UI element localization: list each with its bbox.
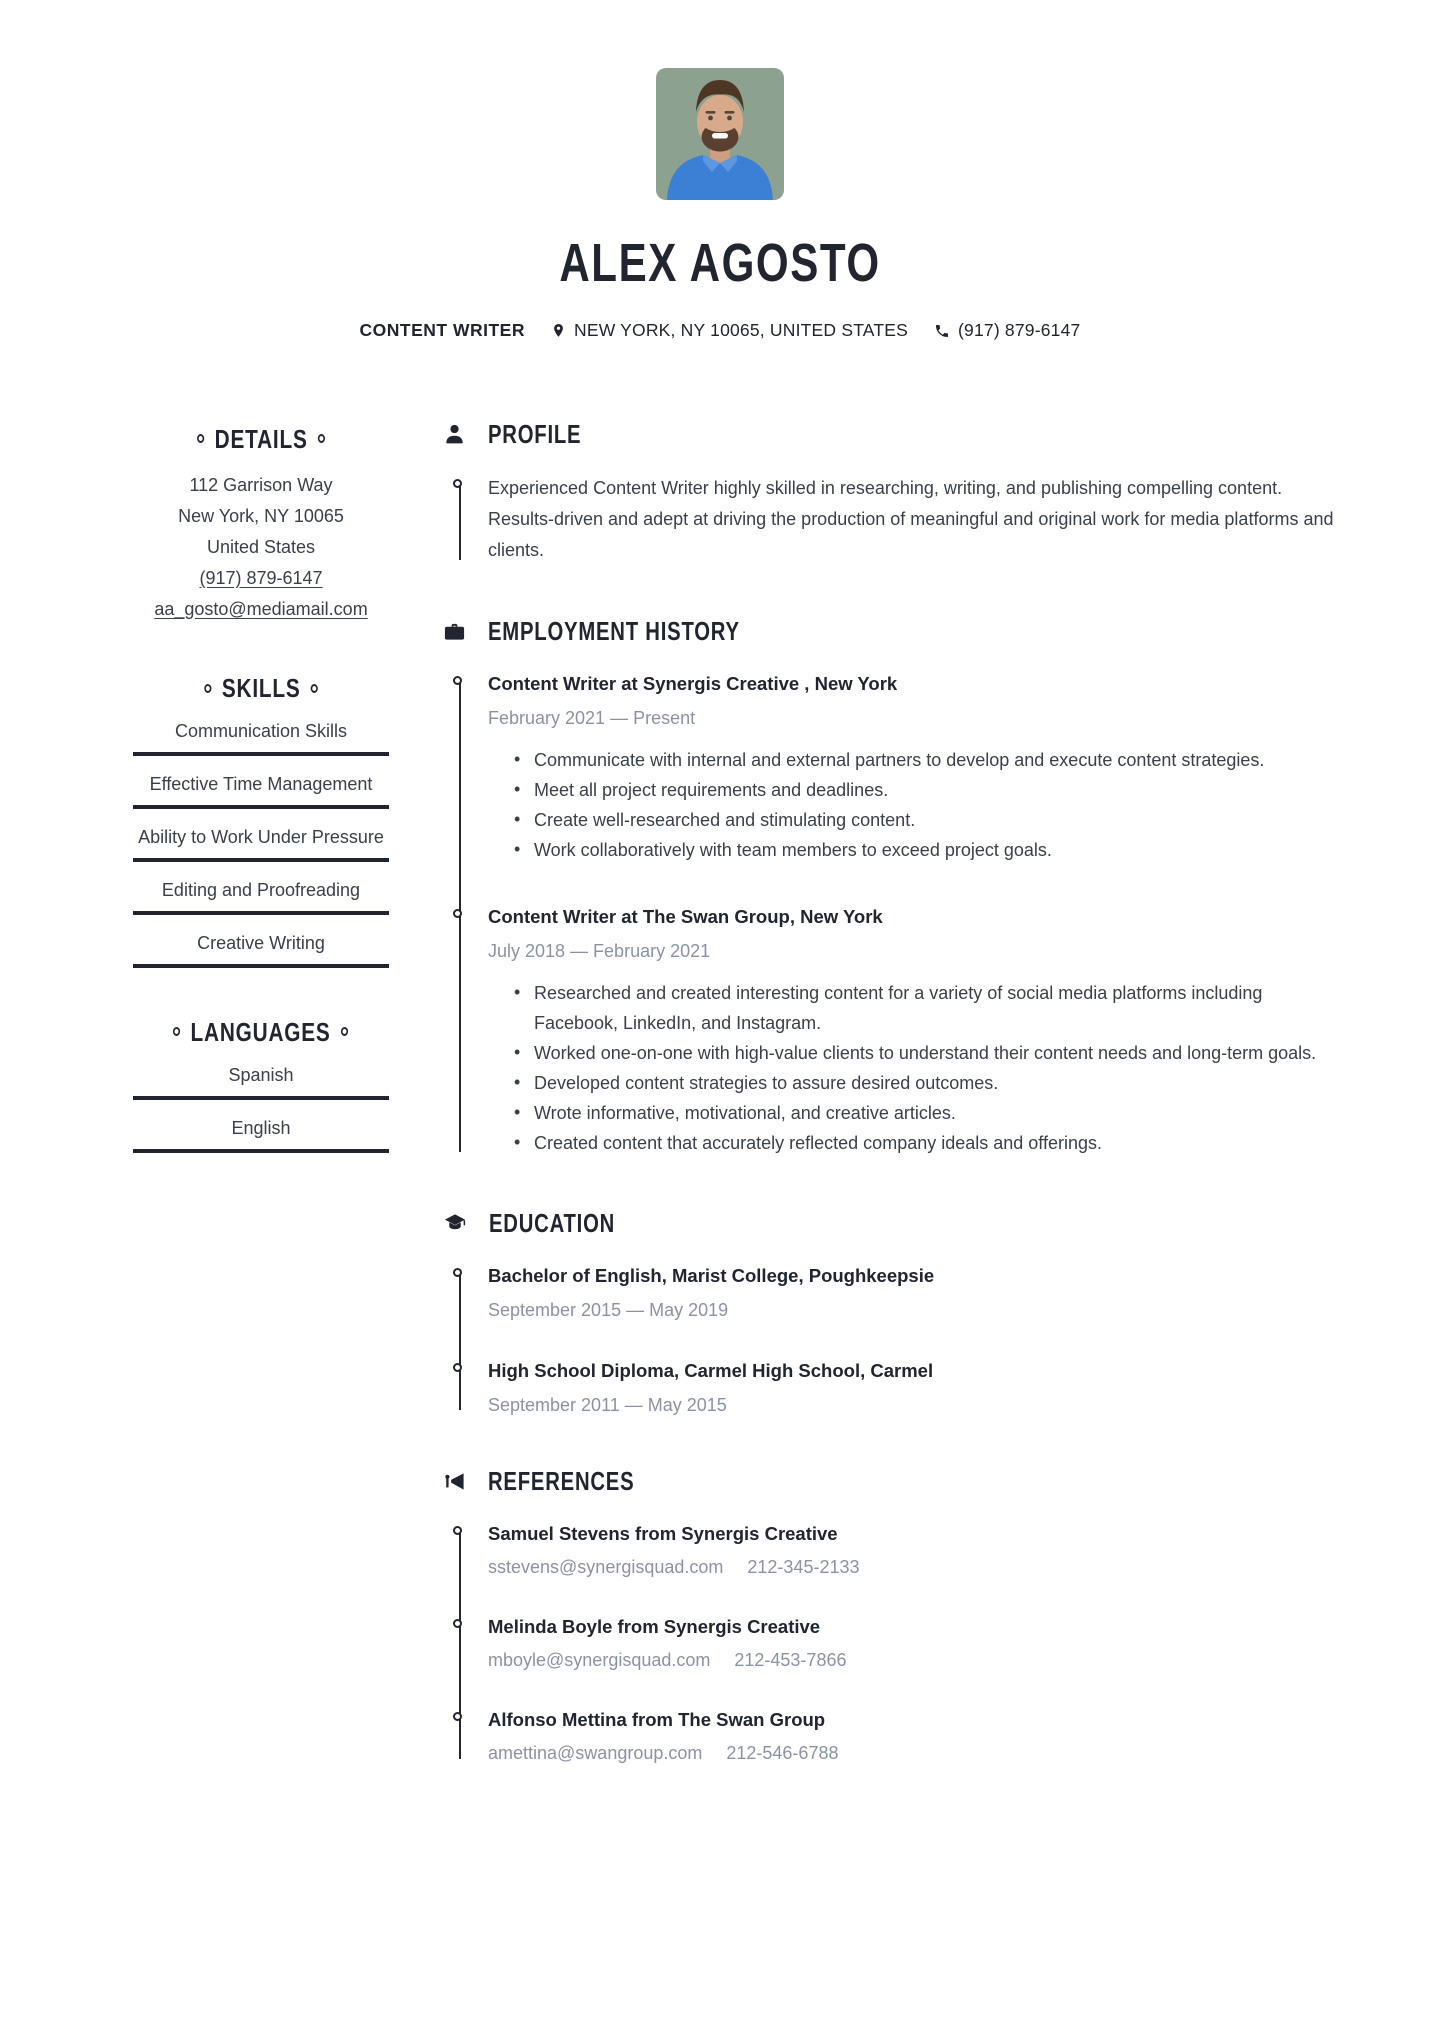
skills-heading: SKILLS <box>100 669 422 704</box>
skill-level-bar <box>133 752 389 756</box>
education-entry <box>488 1262 1340 1321</box>
job-bullet: • Worked one-on-one with high-value clients to understand their content needs and long-term goals. <box>514 1038 1340 1068</box>
profile-photo <box>656 68 784 200</box>
job-bullet: • Created content that accurately reflected company ideals and offerings. <box>514 1128 1340 1158</box>
education-title: Bachelor of English, Marist College, Poughkeepsie <box>488 1265 935 1286</box>
phone-meta <box>934 320 1080 341</box>
skill-item <box>100 931 422 968</box>
skill-item <box>100 825 422 862</box>
language-item <box>100 1063 422 1100</box>
skill-level-bar <box>133 911 389 915</box>
profile-text: Experienced Content Writer highly skilled in researching, writing, and publishing compelling content. Results-driven and adept at driving the production of meaningful and original work for media platforms and clients. <box>488 478 1334 560</box>
candidate-job-title: CONTENT WRITER <box>359 320 525 340</box>
skill-label: Effective Time Management <box>149 774 373 794</box>
sidebar <box>100 419 422 1153</box>
job-bullet: • Developed content strategies to assure desired outcomes. <box>514 1068 1340 1098</box>
address-line: New York, NY 10065 <box>178 505 344 526</box>
language-level-bar <box>133 1149 389 1153</box>
reference-name: Melinda Boyle from Synergis Creative <box>488 1616 821 1637</box>
details-heading: DETAILS <box>100 419 422 454</box>
email-link[interactable]: aa_gosto@mediamail.com <box>154 598 368 619</box>
education-dates: September 2015 — May 2019 <box>488 1300 729 1320</box>
heading-dot-icon <box>311 684 318 693</box>
address-block <box>100 470 422 625</box>
references-heading: REFERENCES <box>488 1466 635 1496</box>
briefcase-icon <box>443 620 466 643</box>
timeline-ring-icon <box>453 909 462 918</box>
education-dates: September 2011 — May 2015 <box>488 1395 727 1415</box>
job-dates: July 2018 — February 2021 <box>488 941 711 961</box>
education-heading: EDUCATION <box>489 1208 616 1238</box>
education-section <box>443 1208 1340 1416</box>
job-bullet: • Communicate with internal and external partners to develop and execute content strategies. <box>514 745 1340 775</box>
reference-contact <box>488 1741 1340 1765</box>
job-bullet: • Create well-researched and stimulating content. <box>514 805 1340 835</box>
skill-label: Creative Writing <box>197 933 325 953</box>
language-label: English <box>231 1117 291 1138</box>
skill-label: Editing and Proofreading <box>161 880 361 900</box>
details-section <box>100 419 422 625</box>
timeline-ring-icon <box>453 1363 462 1372</box>
contact-strip <box>0 320 1440 341</box>
location-pin-icon <box>551 321 566 340</box>
skill-label: Communication Skills <box>174 721 348 741</box>
job-bullet: • Researched and created interesting content for a variety of social media platforms including Facebook, LinkedIn, and Instagram. <box>514 978 1340 1038</box>
language-item <box>100 1116 422 1153</box>
timeline-line <box>459 1274 462 1410</box>
language-level-bar <box>133 1096 389 1100</box>
languages-heading: LANGUAGES <box>100 1012 422 1047</box>
job-bullet: • Work collaboratively with team members to exceed project goals. <box>514 835 1340 865</box>
reference-entry <box>488 1706 1340 1765</box>
skill-item <box>100 719 422 756</box>
employment-heading: EMPLOYMENT HISTORY <box>488 616 740 646</box>
profile-section <box>443 419 1340 566</box>
reference-email: sstevens@synergisquad.com <box>488 1557 724 1577</box>
job-bullets <box>488 745 1340 865</box>
reference-phone: 212-345-2133 <box>747 1557 860 1577</box>
resume-header <box>0 0 1440 341</box>
skill-level-bar <box>133 964 389 968</box>
skills-section <box>100 669 422 969</box>
heading-dot-icon <box>173 1027 180 1036</box>
reference-entry <box>488 1613 1340 1672</box>
reference-email: amettina@swangroup.com <box>488 1743 703 1763</box>
address-line: United States <box>206 536 316 557</box>
profile-entry <box>488 473 1340 566</box>
education-entry <box>488 1357 1340 1416</box>
timeline-line <box>459 485 462 560</box>
location-meta <box>551 320 908 341</box>
phone-icon <box>934 323 950 339</box>
timeline-line <box>459 1532 462 1759</box>
reference-contact <box>488 1648 1340 1672</box>
phone-text: (917) 879-6147 <box>958 320 1081 340</box>
heading-dot-icon <box>197 434 204 443</box>
languages-section <box>100 1012 422 1153</box>
main-column <box>443 419 1340 1765</box>
address-line: 112 Garrison Way <box>189 474 333 495</box>
reference-email: mboyle@synergisquad.com <box>488 1650 711 1670</box>
job-title: Content Writer at The Swan Group, New York <box>488 906 883 927</box>
skill-label: Ability to Work Under Pressure <box>138 827 384 847</box>
timeline-ring-icon <box>453 1526 462 1535</box>
resume-body <box>0 419 1440 1765</box>
language-label: Spanish <box>228 1064 294 1085</box>
profile-heading: PROFILE <box>488 419 582 449</box>
job-bullet: • Wrote informative, motivational, and creative articles. <box>514 1098 1340 1128</box>
timeline-ring-icon <box>453 479 462 488</box>
education-title: High School Diploma, Carmel High School, Carmel <box>488 1360 934 1381</box>
graduation-cap-icon <box>443 1212 467 1235</box>
employment-section <box>443 616 1340 1158</box>
job-bullets <box>488 978 1340 1158</box>
reference-name: Samuel Stevens from Synergis Creative <box>488 1523 838 1544</box>
person-icon <box>443 423 466 446</box>
reference-entry <box>488 1520 1340 1579</box>
timeline-ring-icon <box>453 1268 462 1277</box>
timeline-ring-icon <box>453 1619 462 1628</box>
avatar-illustration <box>656 68 784 200</box>
megaphone-icon <box>443 1470 466 1493</box>
heading-dot-icon <box>318 434 325 443</box>
skill-item <box>100 878 422 915</box>
skill-level-bar <box>133 805 389 809</box>
reference-name: Alfonso Mettina from The Swan Group <box>488 1709 826 1730</box>
heading-dot-icon <box>341 1027 348 1036</box>
reference-phone: 212-453-7866 <box>734 1650 847 1670</box>
job-entry <box>488 670 1340 865</box>
reference-phone: 212-546-6788 <box>726 1743 839 1763</box>
location-text: NEW YORK, NY 10065, UNITED STATES <box>573 320 908 340</box>
job-bullet: • Meet all project requirements and deadlines. <box>514 775 1340 805</box>
skills-list <box>100 719 422 968</box>
job-dates: February 2021 — Present <box>488 708 696 728</box>
heading-dot-icon <box>204 684 211 693</box>
candidate-name: ALEX AGOSTO <box>559 233 881 293</box>
timeline-ring-icon <box>453 1712 462 1721</box>
references-section <box>443 1466 1340 1765</box>
languages-list <box>100 1063 422 1153</box>
skill-level-bar <box>133 858 389 862</box>
phone-link[interactable]: (917) 879-6147 <box>199 567 323 588</box>
skill-item <box>100 772 422 809</box>
timeline-ring-icon <box>453 676 462 685</box>
reference-contact <box>488 1555 1340 1579</box>
job-title: Content Writer at Synergis Creative , New York <box>488 673 898 694</box>
job-entry <box>488 903 1340 1158</box>
